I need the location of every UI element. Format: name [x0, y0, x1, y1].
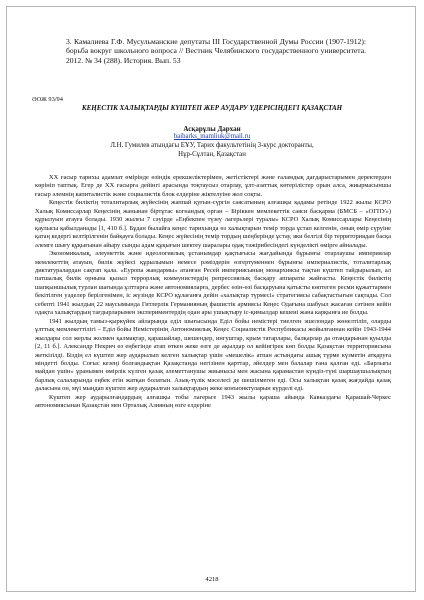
article-title: КЕҢЕСТІК ХАЛЫҚТАРДЫ КҮШТЕП ЖЕР АУДАРУ ҮДЕРІСІНДЕГІ ҚАЗАҚСТАН [81, 104, 343, 112]
udc-code: ӘОЖ 93/94 [32, 96, 63, 103]
author-email-link[interactable]: baibarks_mamliuk@mail.ru [173, 133, 251, 140]
author-name: Асқарұлы Дархан [183, 125, 241, 133]
article-body [35, 174, 391, 411]
paragraph: Кеңестік биліктің тоталитарлық жүйесінің жаппай қуғын-сүргін саясатының алғашқы қадамы ретінде 1922 жылы КСРО Халық Комиссарлар Кеңесінің жанынан біртұтас когнандық орган – Біріккен мемлекеттік саяси басқарма (БМСБ – «ОГПУ») құрылуын атауға болады. 1930 жылғы 7 сәуірде «Еңбекпен түзеу лагерьлері туралы» КСРО Халық Комиссарлары Кеңесінің қаулысы қабылданады [1, 410 б.]. Бұдан былайға кеңес тарихында өз халықтарын темір торда ұстап келгенін, оның өмір сүруіне қатаң кедергі келтірілгенін байқауға болады. Кеңес жүйесінің темір тордың шеңберінде ұстау, яки белгілі бір территориядан басқа әлемге шығу құқығынан айыру сынды адам құқығын шектеу шаралары одақ тәжірибесіндегі күнделікті өмірге айналады. [35, 199, 391, 249]
author-affiliation: Л.Н. Гумилев атындағы ЕҰУ, Тарих факультетінің 3-курс докторанты, [110, 142, 314, 149]
paragraph: ХХ ғасыр тарихы адамзат өмірінде өзіндік ерекшеліктерімен, жетістіктері және ғаламдық дағдарыстарымен деректерден көрініп таптық. Егер де ХХ ғасырға дейінгі арасында тоқтаусыз отарлау, ұлт-азаттық көтерілістер орын алса, жиырмасыншы ғасыр әлемнің капиталистік және социалистік блок елдеріне жіктелуіне жол соқты. [35, 174, 391, 198]
paragraph: Экономикалық, әлеуметтік және идеологиялық ұстанымдар қақтығысы жағдайында бұрынғы отарлаушы империялар мемлекеттің атауын, билік жүйесі құрылымын немесе рәміздерін өзгертуменнен бұрынғы империалистік, тоталитарлық диктатуралардан сақтап қала. «Еуропа жандармы» атанған Ресей империясының монархиясы тақтан күштеп тайдырылып, ал патшалық билік орнына қызыл террорлық коммунистердің репрессиялық басқару аппараты жайғасты. Кеңестік биліктің шапқыншылық турлан шағында ұлттарға және автономияларға, дербес өзін-өзі басқаруына қатысты көптеген ресми құжаттармен бекітілген уәделер берілгенімен, іс жүзінде КСРО құлағанға дейін «халықтар түрмесі» стратегиясы сабақтастығын сақтады. Сол себепті 1941 жылдың 22 маусымында Гитлерлік Германияның фашистік армиясы Кеңес Одағына шабуыл жасаған сәтінен кейін одақта халықтардың тағдырларымен экспериментердің одан ары ушықтыру іс-қимылдар кешеиі жана карқынға ие болды. [35, 250, 391, 317]
paragraph: 1941 жылдың тамыз-қыркүйек айларында еділ шығысында Еділ бойы немістері тиелген эшелондар жөнелтіліп, оларды ұлттық мемлекеттілігі – Еділ бойы Немістерінің Автономиялық Кеңес Социалистік Республикасы жойылғаннан кейін 1943-1944 жылдары сол жерлы жолмен қалмақтар, қарашайлар, шешендер, ингуштар, крым татарлары, балқарлар да отандарынан қуылды [2, 11 б.]. Александр Некрич өз еңбегінде атап өткен жеке өзге де ақылдар ол кейінгірек көп болды Қазақстан территориясына жеткізілді. Біздің ел күштеп жер аударылып келген халықтар үшін «мешелік» атпан астындағы ашық түрме күзметін атқаруға міндетті болды. Соғыс кезеңі болғандықтан Қазақстанда негізінен қарттар, әйелдер мен балалар ғана қалған еді. «Барлығы майдан үшін» ұранымен өмірлік күлген қазақ әлеметтанушы жиынысы мен жасына қарамастан күндіз-түні шаршаушылықтың барлық салаларында еңбек етін жатқан болатын. Азық-түлік мәселесі де шешілмеген еді. Осы халықтан қазақ жағдайда қазақ даласына он, мүі мыңдап күштеп жер аударылған халықтардың жеке конъюнктуларын күрделі еді. [35, 317, 391, 393]
author-city: Нұр-Сұлтан, Қазақстан [178, 151, 246, 158]
paragraph: Күштеп жер аударылғандардың алғашқы тобы лагерьге 1943 жылы қараша айында Кавказдағы Қарашай-Черкес автономиясынан Қазақстан мен Орталық Азияның өзге елдеріне [35, 393, 391, 410]
page-number: 4218 [205, 576, 219, 583]
reference-entry: 3. Камалиева Г.Ф. Мусульманские депутаты III Государственной Думы России (1907-1912): борьба вокруг школьного вопроса // Вестник Челябинского государственного университета. 2012. № 34 (288). История. Вып. 53 [66, 37, 366, 65]
